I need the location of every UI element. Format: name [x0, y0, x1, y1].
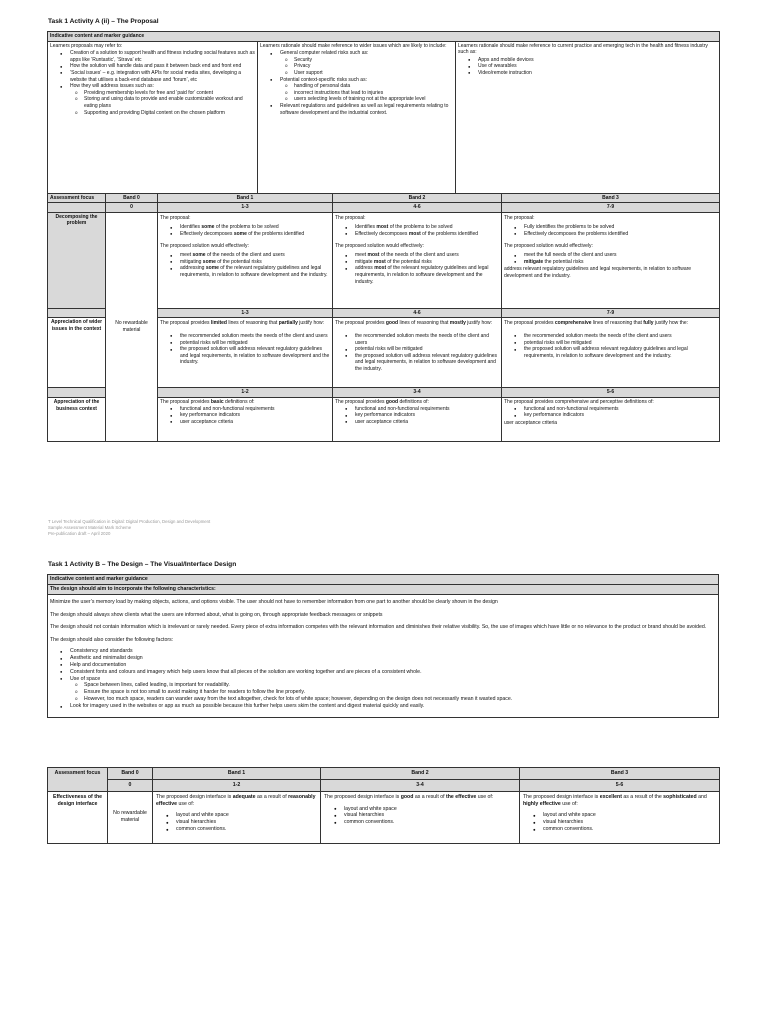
band2-marks: 4-6 [333, 203, 502, 213]
guidance-header: Indicative content and marker guidance [48, 32, 720, 42]
band2-business-context: The proposal provides good definitions of: ● functional and non-functional requirements ● key performance indicators ● user acceptance criteria [333, 397, 502, 441]
band3-header: Band 3 [502, 193, 720, 203]
assessment-focus-decomposing: Decomposing the problem [48, 212, 106, 308]
band0-header: Band 0 [106, 193, 158, 203]
band1-business-context: The proposal provides basic definitions of: ● functional and non-functional requirements ● key performance indicators ● user acceptance criteria [158, 397, 333, 441]
marks-row-wider-issues: 1-3 4-6 7-9 [48, 308, 720, 318]
assessment-focus-design-interface: Effectiveness of the design interface [48, 791, 108, 843]
section-a-title: Task 1 Activity A (ii) – The Proposal [48, 18, 159, 25]
band3-decomposing: The proposal: ● Fully identifies the problems to be solved ● Effectively decomposes the problems identified The proposed solution would effectively: ● meet the full needs of the client and users ● mitigate the potential risks address relevant regulatory guidelines and legal requirements, in relation to software development and the industry. [502, 212, 720, 308]
assessment-focus-wider-issues: Appreciation of wider issues in the context [48, 318, 106, 388]
assessment-focus-header: Assessment focus [48, 193, 106, 203]
band2-design-interface: The proposed design interface is good as a result of the effective use of: ● layout and white space ● visual hierarchies ● common conventions. [321, 791, 520, 843]
table-row [48, 212, 720, 308]
assessment-focus-business-context: Appreciation of the business context [48, 397, 106, 441]
no-rewardable-material-b: No rewardable material [108, 791, 153, 843]
guidance-col-1: Learners proposals may refer to: ● Creation of a solution to support health and fitness including social features such as apps like ‘Runtastic’, ‘Strava’ etc ● How the solution will handle data and pass it between back end and front end ● ‘Social issues’ – e.g. integration with APIs for social media sites, developing a website that utilises a back-end database and ‘forum’, etc ● How they will address issues such as: o Providing membership levels for free and ‘paid for’ content o Storing and using data to provide and enable customizable workout and eating plans o Supporting and providing Digital content on the chosen platform [48, 41, 258, 193]
band1-wider-issues: The proposal provides limited lines of reasoning that partially justify how: ● the recommended solution meets the needs of the client and users ● potential risks will be mitigated ● the proposed solution will address relevant regulatory guidelines and legal requirements, in relation to software development and the industry. [158, 318, 333, 388]
guidance-header-b: Indicative content and marker guidance [48, 575, 719, 585]
guidance-col-2: Learners rationale should make reference to wider issues which are likely to include: ● General computer related risks such as: o Security o Privacy o User support ● Potential context-specific risks such as: o handling of personal data o incorrect instructions that lead to injuries o users selecting levels of training not at the appropriate level ● Relevant regulations and guidelines as well as legal requirements relating to software development and the industrial context. [258, 41, 456, 193]
band2-header: Band 2 [333, 193, 502, 203]
band3-header-b: Band 3 [520, 768, 720, 780]
band1-marks-b: 1-2 [153, 779, 321, 791]
band3-business-context: The proposal provides comprehensive and perceptive definitions of: ● functional and non-functional requirements ● key performance indicators user acceptance criteria [502, 397, 720, 441]
band0-marks-b: 0 [108, 779, 153, 791]
no-rewardable-material: No rewardable material [106, 212, 158, 441]
band0-header-b: Band 0 [108, 768, 153, 780]
assessment-focus-header-b: Assessment focus [48, 768, 108, 792]
band1-header: Band 1 [158, 193, 333, 203]
band2-decomposing: The proposal: ● Identifies most of the problems to be solved ● Effectively decomposes most of the problems identified The proposed solution would effectively: ● meet most of the needs of the client and users ● mitigate most of the potential risks ● address most of the relevant regulatory guidelines and legal requirements, in relation to software development and the industry. [333, 212, 502, 308]
band1-marks: 1-3 [158, 203, 333, 213]
band3-design-interface: The proposed design interface is excellent as a result of the sophisticated and highly effective use of: ● layout and white space ● visual hierarchies ● common conventions. [520, 791, 720, 843]
design-guidance-table [47, 574, 719, 718]
design-mark-scheme-table [47, 767, 720, 844]
band1-header-b: Band 1 [153, 768, 321, 780]
band2-marks-b: 3-4 [321, 779, 520, 791]
band1-design-interface: The proposed design interface is adequate as a result of reasonably effective use of: ● layout and white space ● visual hierarchies ● common conventions. [153, 791, 321, 843]
band1-decomposing: The proposal: ● Identifies some of the problems to be solved ● Effectively decomposes some of the problems identified The proposed solution would effectively: ● meet some of the needs of the client and users ● mitigating some of the potential risks ● addressing some of the relevant regulatory guidelines and legal requirements, in relation to software development and the industry. [158, 212, 333, 308]
band3-marks-b: 5-6 [520, 779, 720, 791]
table-row [48, 791, 720, 843]
page-footer: T Level Technical Qualification in Digital: Digital Production, Design and Development Sample Assessment Material Mark Scheme Pre-publication draft – April 2020 [48, 519, 211, 536]
band3-marks: 7-9 [502, 203, 720, 213]
guidance-col-3: Learners rationale should make reference to current practice and emerging tech in the health and fitness industry such as: ● Apps and mobile devices ● Use of wearables ● Video/remote instruction [456, 41, 720, 193]
proposal-mark-scheme-table [47, 31, 720, 442]
band2-header-b: Band 2 [321, 768, 520, 780]
section-b-title: Task 1 Activity B – The Design – The Visual/Interface Design [48, 561, 237, 568]
band0-marks: 0 [106, 203, 158, 213]
guidance-subheader-b: The design should aim to incorporate the following characteristics: [48, 584, 719, 594]
design-guidance-content: Minimize the user’s memory load by making objects, actions, and options visible. The user should not have to remember information from one part to another should be clearly shown in the design The design should always show clients what the users are informed about, what is going on, through appropriate feedback messages or snippets The design should not contain information which is irrelevant or rarely needed. Every piece of extra information competes with the relevant information and diminishes their relative visibility. So, the use of images which have little or no relevance to the product or brand should be avoided. The design should also consider the following factors: ● Consistency and standards ● Aesthetic and minimalist design ● Help and documentation ● Consistent fonts and colours and imagery which help users know that all pieces of the solution are working together and are pieces of a consistent whole. ● Use of space o Space between lines, called leading, is important for readability. o Ensure the space is not too small to avoid making it harder for readers to follow the line properly. o However, too much space, readers can wander away from the text altogether, check for lots of white space; however, depending on the design does not necessarily mean it wasted space. ● Look for imagery used in the websites or app as much as possible because this further helps users skim the content and digest material quickly and easily. [48, 594, 719, 717]
band3-wider-issues: The proposal provides comprehensive lines of reasoning that fully justify how the: ● the recommended solution meets the needs of the client and users ● potential risks will be mitigated ● the proposed solution will address relevant regulatory guidelines and legal requirements, in relation to software development and the industry. [502, 318, 720, 388]
marks-row-business-context: 1-2 3-4 5-6 [48, 388, 720, 398]
band2-wider-issues: The proposal provides good lines of reasoning that mostly justify how: ● the recommended solution meets the needs of the client and users ● potential risks will be mitigated ● the proposed solution will address relevant regulatory guidelines and legal requirements, in relation to software development and the industry. [333, 318, 502, 388]
